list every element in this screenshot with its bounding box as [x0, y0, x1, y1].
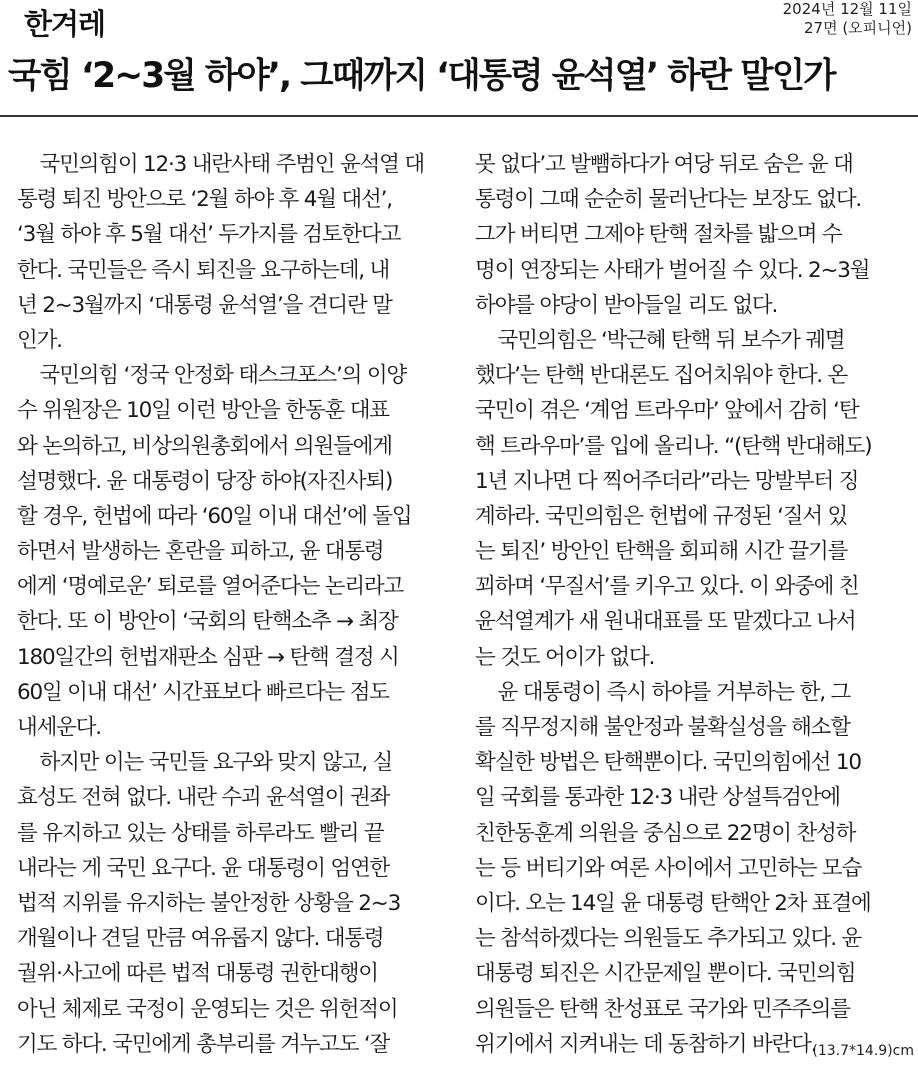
- text-line: 의원들은 탄핵 찬성표로 국가와 민주주의를: [475, 996, 850, 1022]
- article-column-left: [17, 147, 457, 1062]
- text-line: 위기에서 지켜내는 데 동참하기 바란다.: [475, 1031, 817, 1057]
- text-line: 내세운다.: [17, 715, 101, 740]
- text-line: 인가.: [17, 327, 62, 353]
- text-line: 할 경우, 헌법에 따라 ‘60일 이내 대선’에 돌입: [17, 503, 412, 529]
- publication-date: 2024년 12월 11일: [782, 0, 912, 18]
- text-line: 개월이나 견딜 만큼 여유롭지 않다. 대통령: [17, 926, 384, 952]
- text-line: 대통령 퇴진은 시간문제일 뿐이다. 국민의힘: [475, 961, 856, 987]
- text-line: 하야를 야당이 받아들일 리도 없다.: [475, 292, 778, 318]
- text-line: 내라는 게 국민 요구다. 윤 대통령이 엄연한: [17, 855, 390, 881]
- text-line: 못 없다’고 발뺌하다가 여당 뒤로 숨은 윤 대: [475, 152, 853, 177]
- text-line: 했다’는 탄핵 반대론도 집어치워야 한다. 온: [475, 363, 848, 389]
- text-line: 아닌 체제로 국정이 운영되는 것은 위헌적이: [17, 996, 398, 1022]
- text-line: 한다. 또 이 방안이 ‘국회의 탄핵소추 → 최장: [17, 609, 398, 635]
- text-line: 꾀하며 ‘무질서’를 키우고 있다. 이 와중에 친: [475, 574, 859, 600]
- text-line: 윤 대통령이 즉시 하야를 거부하는 한, 그: [475, 679, 851, 705]
- text-line: 는 등 버티기와 여론 사이에서 고민하는 모습: [475, 855, 862, 881]
- text-line: 일 국회를 통과한 12·3 내란 상설특검안에: [475, 785, 840, 811]
- text-line: 하지만 이는 국민들 요구와 맞지 않고, 실: [17, 750, 393, 776]
- text-line: 년 2~3월까지 ‘대통령 윤석열’을 견디란 말: [17, 292, 392, 318]
- text-line: 궐위·사고에 따른 법적 대통령 권한대행이: [17, 961, 378, 987]
- editorial-headline: 국힘 ‘2~3월 하야’, 그때까지 ‘대통령 윤석열’ 하란 말인가: [8, 56, 835, 96]
- text-line: 핵 트라우마’를 입에 올리나. “(탄핵 반대해도): [475, 433, 872, 459]
- newspaper-logo: 한겨레: [24, 7, 106, 41]
- text-line: 수 위원장은 10일 이런 방안을 한동훈 대표: [17, 398, 389, 424]
- text-line: 180일간의 헌법재판소 심판 → 탄핵 결정 시: [17, 644, 399, 670]
- text-line: 국민의힘은 ‘박근혜 탄핵 뒤 보수가 궤멸: [475, 327, 845, 353]
- text-line: 에게 ‘명예로운’ 퇴로를 열어준다는 논리라고: [17, 574, 404, 600]
- text-line: 하면서 발생하는 혼란을 피하고, 윤 대통령: [17, 539, 384, 565]
- text-line: 효성도 전혀 없다. 내란 수괴 윤석열이 권좌: [17, 785, 390, 811]
- text-line: 를 유지하고 있는 상태를 하루라도 빨리 끝: [17, 820, 384, 846]
- text-line: 1년 지나면 다 찍어주더라”라는 망발부터 징: [475, 468, 859, 494]
- text-line: ‘3월 하야 후 5월 대선’ 두가지를 검토한다고: [17, 222, 401, 248]
- article-column-right: [475, 147, 915, 1062]
- text-line: 윤석열계가 새 원내대표를 또 맡겠다고 나서: [475, 609, 856, 635]
- text-line: 법적 지위를 유지하는 불안정한 상황을 2~3: [17, 890, 401, 916]
- text-line: 국민의힘이 12·3 내란사태 주범인 윤석열 대: [17, 152, 424, 177]
- text-line: 국민이 겪은 ‘계엄 트라우마’ 앞에서 감히 ‘탄: [475, 398, 859, 424]
- text-line: 국민의힘 ‘정국 안정화 태스크포스’의 이양: [17, 363, 407, 389]
- text-line: 설명했다. 윤 대통령이 당장 하야(자진사퇴): [17, 468, 393, 494]
- text-line: 기도 하다. 국민에게 총부리를 겨누고도 ‘잘: [17, 1031, 390, 1057]
- text-line: 그가 버티면 그제야 탄핵 절차를 밟으며 수: [475, 222, 842, 248]
- text-line: 친한동훈계 의원을 중심으로 22명이 찬성하: [475, 820, 856, 846]
- text-line: 와 논의하고, 비상의원총회에서 의원들에게: [17, 433, 392, 459]
- text-line: 이다. 오는 14일 윤 대통령 탄핵안 2차 표결에: [475, 890, 871, 916]
- text-line: 계하라. 국민의힘은 헌법에 규정된 ‘질서 있: [475, 503, 848, 529]
- text-line: 를 직무정지해 불안정과 불확실성을 해소할: [475, 715, 850, 740]
- text-line: 통령 퇴진 방안으로 ‘2월 하야 후 4월 대선’,: [17, 187, 392, 213]
- text-line: 60일 이내 대선’ 시간표보다 빠르다는 점도: [17, 679, 389, 705]
- text-line: 통령이 그때 순순히 물러난다는 보장도 없다.: [475, 187, 862, 213]
- headline-divider: [0, 115, 918, 117]
- text-line: 한다. 국민들은 즉시 퇴진을 요구하는데, 내: [17, 257, 390, 283]
- publication-meta: [783, 0, 912, 38]
- text-line: 명이 연장되는 사태가 벌어질 수 있다. 2~3월: [475, 257, 870, 283]
- text-line: 확실한 방법은 탄핵뿐이다. 국민의힘에선 10: [475, 750, 861, 776]
- text-line: 는 퇴진’ 방안인 탄핵을 회피해 시간 끌기를: [475, 539, 848, 565]
- clipping-size-note: (13.7*14.9)cm: [812, 1043, 914, 1059]
- text-line: 는 참석하겠다는 의원들도 추가되고 있다. 윤: [475, 926, 862, 952]
- page-section: 27면 (오피니언): [803, 19, 912, 37]
- text-line: 는 것도 어이가 없다.: [475, 644, 655, 670]
